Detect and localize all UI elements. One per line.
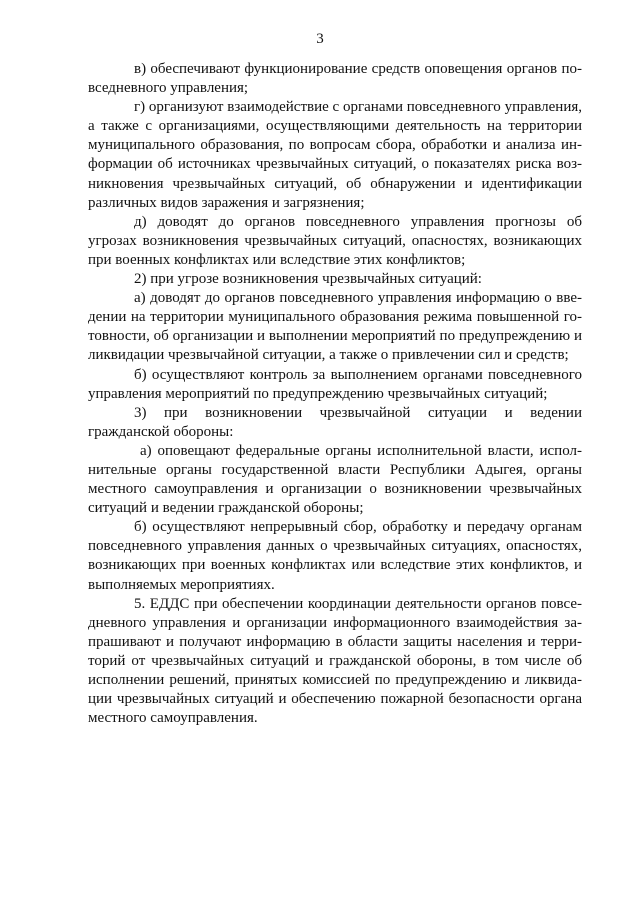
page-number: 3 xyxy=(316,31,324,47)
paragraph-item-5: 5. ЕДДС при обеспечении координации деятельности органов повседневного управления и организации информационного взаимодействия запрашивают и получают информацию в области защиты населения и территорий от чрезвычайных ситуаций и гражданской обороны, в том числе об исполнении решений, принятых комиссией по предупреждению и ликвидации чрезвычайных ситуаций и обеспечению пожарной безопасности органа местного самоуправления. xyxy=(88,595,582,727)
paragraph-2b: б) осуществляют контроль за выполнением органами повседневного управления мероприятий по предупреждению чрезвычайных ситуаций; xyxy=(88,366,582,402)
paragraph-item-3: 3) при возникновении чрезвычайной ситуации и ведении гражданской обороны: xyxy=(88,404,582,440)
paragraph-item-2: 2) при угрозе возникновения чрезвычайных ситуаций: xyxy=(134,271,482,288)
paragraph-d: д) доводят до органов повседневного управления прогнозы об угрозах возникновения чрезвычайных ситуаций, опасностях, возникающих при военных конфликтах или вследствие этих конфликтов; xyxy=(88,213,582,268)
paragraph-g: г) организуют взаимодействие с органами повседневного управления, а также с организациями, осуществляющими деятельность на территории муниципального образования, по вопросам сбора, обработки и анализа информации об источниках чрезвычайных ситуаций, о показателях риска возникновения чрезвычайных ситуаций, об обнаружении и идентификации различных видов заражения и загрязнения; xyxy=(88,99,582,211)
paragraph-2a: а) доводят до органов повседневного управления информацию о введении на территории муниципального образования режима повышенной готовности, об организации и выполнении мероприятий по предупреждению и ликвидации чрезвычайной ситуации, а также о привлечении сил и средств; xyxy=(88,290,582,364)
paragraph-v: в) обеспечивают функционирование средств оповещения органов повседневного управления; xyxy=(88,61,582,97)
document-body xyxy=(88,60,582,728)
paragraph-3b: б) осуществляют непрерывный сбор, обработку и передачу органам повседневного управления данных о чрезвычайных ситуациях, опасностях, возникающих при военных конфликтах или вследствие этих конфликтов, и выполняемых мероприятиях. xyxy=(88,519,582,593)
paragraph-3a: а) оповещают федеральные органы исполнительной власти, исполнительные органы государственной власти Республики Адыгея, органы местного самоуправления и организации о возникновении чрезвычайных ситуаций и ведении гражданской обороны; xyxy=(88,442,582,517)
